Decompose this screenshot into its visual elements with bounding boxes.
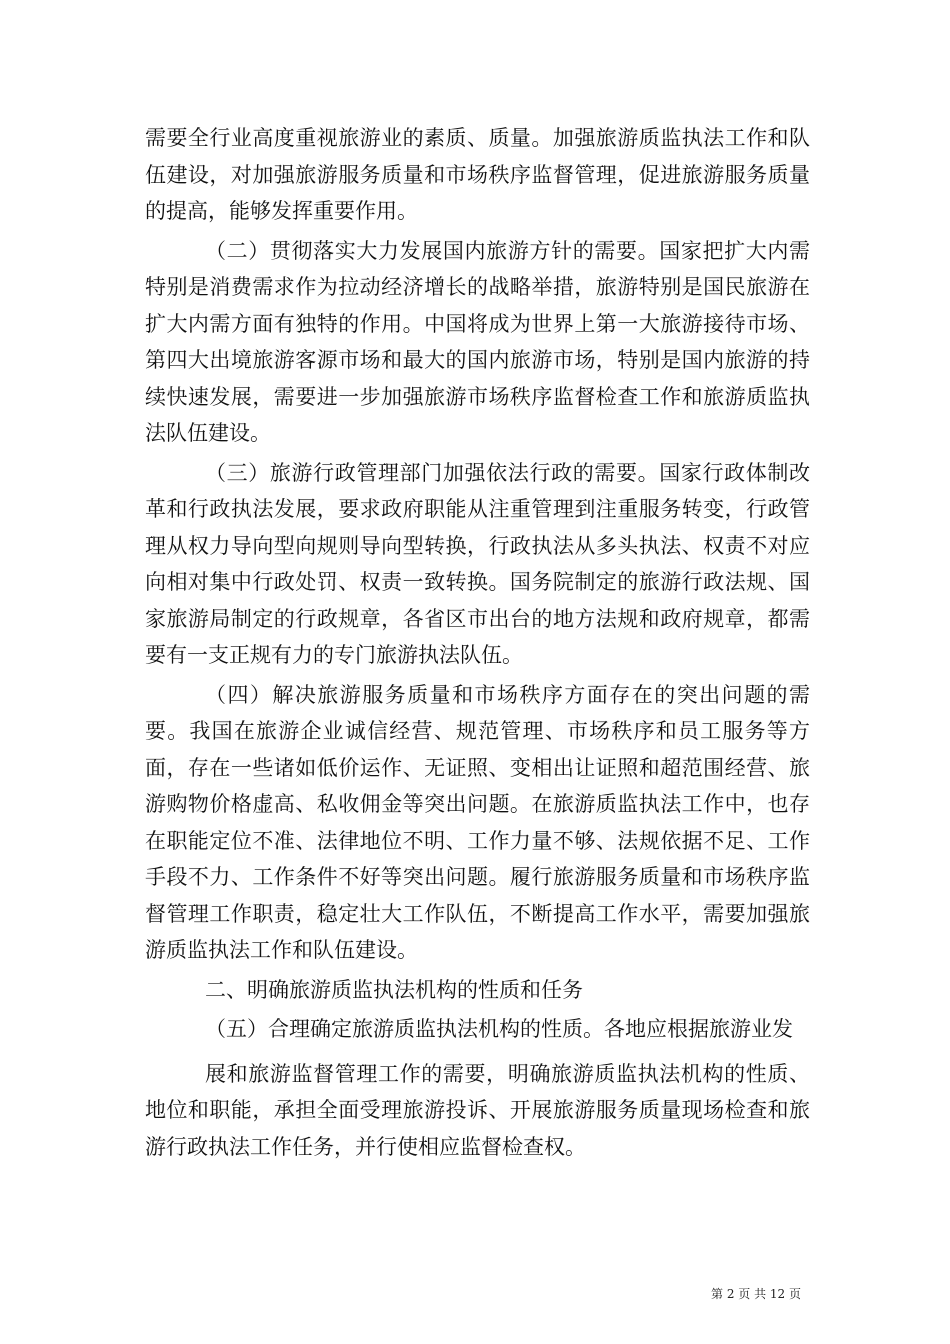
- page-number-footer: 第 2 页 共 12 页: [711, 1287, 801, 1301]
- body-text: [145, 120, 810, 1165]
- paragraph-section-5-start: （五）合理确定旅游质监执法机构的性质。各地应根据旅游业发: [205, 1017, 793, 1041]
- paragraph-section-3: （三）旅游行政管理部门加强依法行政的需要。国家行政体制改革和行政执法发展，要求政府职能从注重管理到注重服务转变，行政管理从权力导向型向规则导向型转换，行政执法从多头执法、权责不对应向相对集中行政处罚、权责一致转换。国务院制定的旅游行政法规、国家旅游局制定的行政规章，各省区市出台的地方法规和政府规章，都需要有一支正规有力的专门旅游执法队伍。: [145, 460, 810, 667]
- paragraph-continuation: 需要全行业高度重视旅游业的素质、质量。加强旅游质监执法工作和队伍建设，对加强旅游服务质量和市场秩序监督管理，促进旅游服务质量的提高，能够发挥重要作用。: [145, 126, 810, 223]
- paragraph-section-2: （二）贯彻落实大力发展国内旅游方针的需要。国家把扩大内需特别是消费需求作为拉动经济增长的战略举措，旅游特别是国民旅游在扩大内需方面有独特的作用。中国将成为世界上第一大旅游接待市场、第四大出境旅游客源市场和最大的国内旅游市场，特别是国内旅游的持续快速发展，需要进一步加强旅游市场秩序监督检查工作和旅游质监执法队伍建设。: [145, 238, 810, 445]
- paragraph-section-4: （四）解决旅游服务质量和市场秩序方面存在的突出问题的需要。我国在旅游企业诚信经营、规范管理、市场秩序和员工服务等方面，存在一些诸如低价运作、无证照、变相出让证照和超范围经营、旅游购物价格虚高、私收佣金等突出问题。在旅游质监执法工作中，也存在职能定位不准、法律地位不明、工作力量不够、法规依据不足、工作手段不力、工作条件不好等突出问题。履行旅游服务质量和市场秩序监督管理工作职责，稳定壮大工作队伍，不断提高工作水平，需要加强旅游质监执法工作和队伍建设。: [145, 682, 810, 962]
- paragraph-section-5-continued: 展和旅游监督管理工作的需要，明确旅游质监执法机构的性质、地位和职能，承担全面受理旅游投诉、开展旅游服务质量现场检查和旅游行政执法工作任务，并行使相应监督检查权。: [145, 1061, 810, 1159]
- section-heading: 二、明确旅游质监执法机构的性质和任务: [205, 977, 583, 1002]
